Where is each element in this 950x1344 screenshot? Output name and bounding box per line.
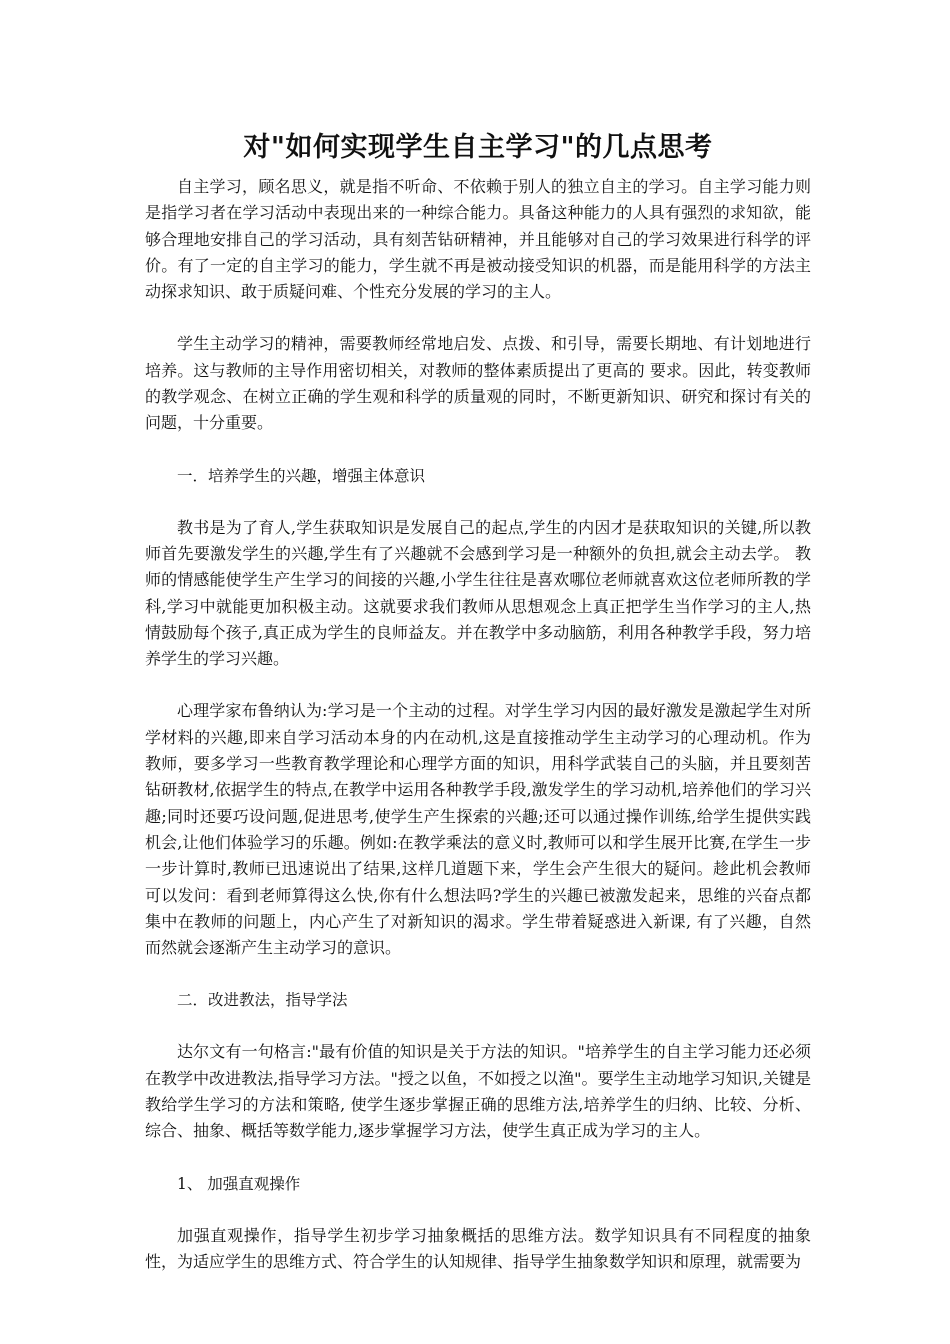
section-heading-2: 二．改进教法，指导学法 xyxy=(177,991,348,1010)
paragraph-gap xyxy=(145,1013,811,1039)
paragraph-darwin: 达尔文有一句格言:"最有价值的知识是关于方法的知识。"培养学生的自主学习能力还必须在教学中改进教法,指导学习方法。"授之以鱼，不如授之以渔"。要学生主动地学习知识,关键是教给学生学习的方法和策略, 使学生逐步掌握正确的思维方法,培养学生的归纳、比较、分析、综合、抽象、概括等数学能力,逐步掌握学习方法，使学生真正成为学习的主人。 xyxy=(145,1042,811,1141)
paragraph-operation: 加强直观操作，指导学生初步学习抽象概括的思维方法。数学知识具有不同程度的抽象性，为适应学生的思维方式、符合学生的认知规律、指导学生抽象数学知识和原理，就需要为 xyxy=(145,1225,811,1271)
paragraph-gap xyxy=(145,961,811,987)
paragraph-gap xyxy=(145,305,811,331)
paragraph-bruner: 心理学家布鲁纳认为:学习是一个主动的过程。对学生学习内因的最好激发是激起学生对所学材料的兴趣,即来自学习活动本身的内在动机,这是直接推动学生主动学习的心理动机。作为教师，要多学习一些教育教学理论和心理学方面的知识，用科学武装自己的头脑，并且要刻苦钻研教材,依据学生的特点,在教学中运用各种教学手段,激发学生的学习动机,培养他们的学习兴趣;同时还要巧设问题,促进思考,使学生产生探索的兴趣;还可以通过操作训练,给学生提供实践机会,让他们体验学习的乐趣。例如:在教学乘法的意义时,教师可以和学生展开比赛,在学生一步一步计算时,教师已迅速说出了结果,这样几道题下来，学生会产生很大的疑问。趁此机会教师可以发问：看到老师算得这么快,你有什么想法吗?学生的兴趣已被激发起来，思维的兴奋点都集中在教师的问题上，内心产生了对新知识的渴求。学生带着疑惑进入新课, 有了兴趣，自然而然就会逐渐产生主动学习的意识。 xyxy=(145,701,811,958)
paragraph-gap xyxy=(145,672,811,698)
section-heading-1: 一．培养学生的兴趣，增强主体意识 xyxy=(177,466,426,485)
paragraph-gap xyxy=(145,489,811,515)
document-page xyxy=(145,128,811,1275)
paragraph-intro: 自主学习，顾名思义，就是指不听命、不依赖于别人的独立自主的学习。自主学习能力则是指学习者在学习活动中表现出来的一种综合能力。具备这种能力的人具有强烈的求知欲，能够合理地安排自己的学习活动，具有刻苦钻研精神，并且能够对自己的学习效果进行科学的评价。有了一定的自主学习的能力，学生就不再是被动接受知识的机器，而是能用科学的方法主动探求知识、敢于质疑问难、个性充分发展的学习的主人。 xyxy=(145,177,811,302)
paragraph-gap xyxy=(145,1145,811,1171)
document-title: 对"如何实现学生自主学习"的几点思考 xyxy=(243,132,713,163)
paragraph-teacher-role: 学生主动学习的精神，需要教师经常地启发、点拨、和引导，需要长期地、有计划地进行培养。这与教师的主导作用密切相关，对教师的整体素质提出了更高的 要求。因此，转变教师的教学观念、在树立正确的学生观和科学的质量观的同时，不断更新知识、研究和探讨有关的问题，十分重要。 xyxy=(145,334,811,433)
paragraph-interest: 教书是为了育人,学生获取知识是发展自己的起点,学生的内因才是获取知识的关键,所以教师首先要激发学生的兴趣,学生有了兴趣就不会感到学习是一种额外的负担,就会主动去学。 教师的情感能使学生产生学习的间接的兴趣,小学生往往是喜欢哪位老师就喜欢这位老师所教的学科,学习中就能更加积极主动。这就要求我们教师从思想观念上真正把学生当作学习的主人,热情鼓励每个孩子,真正成为学生的良师益友。并在教学中多动脑筋，利用各种教学手段，努力培养学生的学习兴趣。 xyxy=(145,517,811,669)
paragraph-gap xyxy=(145,1197,811,1223)
subsection-heading-1: 1、 加强直观操作 xyxy=(177,1174,301,1193)
paragraph-gap xyxy=(145,437,811,463)
